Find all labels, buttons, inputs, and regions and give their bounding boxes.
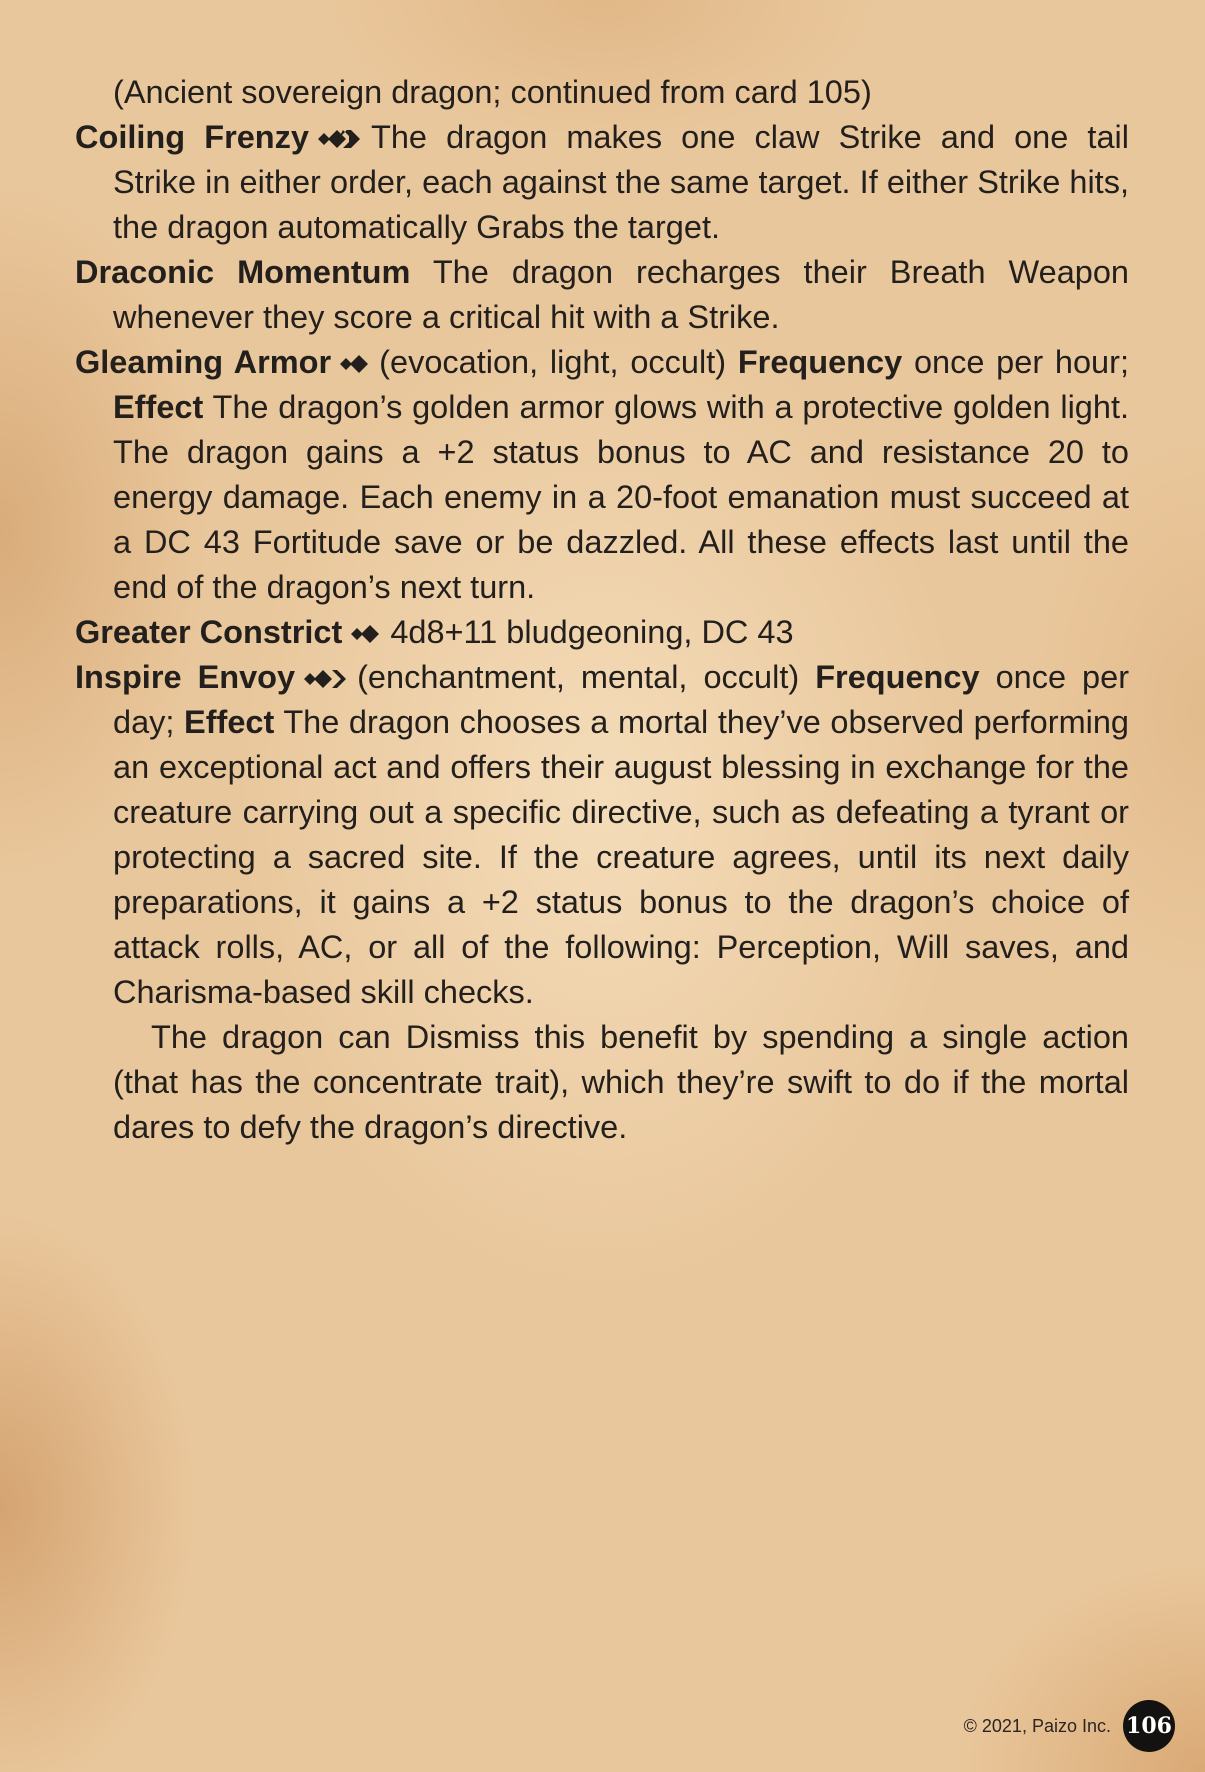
ability-draconic-momentum: Draconic Momentum The dragon recharges their Breath Weapon whenever they score a critical hit with a Strike. — [75, 254, 1129, 335]
ability-name: Gleaming Armor — [75, 344, 332, 380]
single-action-icon — [337, 351, 373, 377]
ability-followup-paragraph: The dragon can Dismiss this benefit by spending a single action (that has the concentrate trait), which they’re swift to do if the mortal dares to defy the dragon’s directive. — [113, 1019, 1129, 1145]
ability-greater-constrict: Greater Constrict 4d8+11 bludgeoning, DC 43 — [75, 614, 794, 650]
ability-coiling-frenzy: Coiling Frenzy The dragon makes one claw Strike and one tail Strike in either order, each against the same target. If either Strike hits, the dragon automatically Grabs the target. — [75, 119, 1129, 245]
ability-name: Inspire Envoy — [75, 659, 296, 695]
copyright-notice: © 2021, Paizo Inc. — [963, 1715, 1111, 1736]
ability-gleaming-armor: Gleaming Armor (evocation, light, occult) Frequency once per hour; Effect The dragon’s golden armor glows with a protective golden light. The dragon gains a +2 status bonus to AC and resistance 20 to energy damage. Each enemy in a 20-foot emanation must succeed at a DC 43 Fortitude save or be dazzled. All these effects last until the end of the dragon’s next turn. — [75, 344, 1130, 605]
card-text — [75, 70, 1129, 1150]
ability-name: Coiling Frenzy — [75, 119, 309, 155]
page-number-badge: 106 — [1123, 1700, 1175, 1752]
ability-name: Draconic Momentum — [75, 254, 411, 290]
ability-name: Greater Constrict — [75, 614, 343, 650]
two-actions-icon — [301, 666, 351, 692]
ability-inspire-envoy: Inspire Envoy (enchantment, mental, occult) Frequency once per day; Effect The dragon chooses a mortal they’ve observed performing an exceptional act and offers their august blessing in exchange for the creature carrying out a specific directive, such as defeating a tyrant or protecting a sacred site. If the creature agrees, until its next daily preparations, it gains a +2 status bonus to the dragon’s choice of attack rolls, AC, or all of the following: Perception, Will saves, and Charisma-based skill checks. — [75, 659, 1130, 1010]
single-action-icon — [348, 621, 384, 647]
two-actions-icon — [315, 126, 365, 152]
card-intro: (Ancient sovereign dragon; continued from card 105) — [113, 74, 872, 110]
card-footer — [964, 1700, 1175, 1752]
